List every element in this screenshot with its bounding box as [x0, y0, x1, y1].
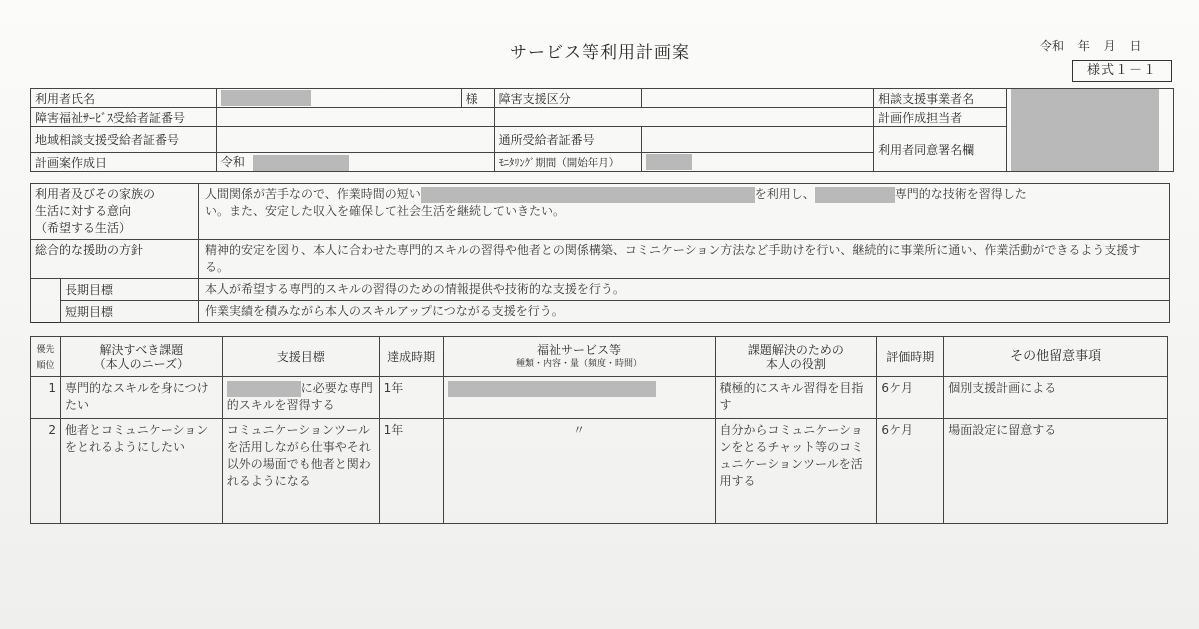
consult-provider-label: 相談支援事業者名 [874, 89, 1007, 108]
row-period: 1年 [379, 377, 443, 419]
service-header: 福祉サービス等 種類・内容・量（頻度・時間） [443, 337, 715, 377]
form-number-label: 様式１－１ [1072, 60, 1172, 82]
short-term-text: 作業実績を積みながら本人のスキルアップにつながる支援を行う。 [198, 301, 1169, 323]
created-date-label: 計画案作成日 [31, 153, 217, 172]
wish-text-d: い。また、安定した収入を確保して社会生活を継続していきたい。 [204, 204, 565, 218]
row-role: 積極的にスキル習得を目指す [715, 377, 877, 419]
cert-number-value [216, 108, 494, 127]
daycare-cert-label: 通所受給者証番号 [494, 127, 641, 153]
disability-support-value [641, 89, 874, 108]
row-issue: 専門的なスキルを身につけたい [60, 377, 222, 419]
blank-cell [494, 108, 874, 127]
long-term-label: 長期目標 [60, 279, 198, 301]
cert-number-label: 障害福祉ｻｰﾋﾞｽ受給者証番号 [31, 108, 217, 127]
row-goal: コミュニケーションツールを活用しながら仕事やそれ以外の場面でも他者と関われるようになる [222, 419, 379, 524]
created-date-value [216, 153, 494, 172]
created-date-era: 令和 [220, 155, 245, 170]
honorific-label: 様 [461, 89, 494, 108]
priority-header: 優先順位 [31, 337, 61, 377]
row-service: 〃 [443, 419, 715, 524]
row-priority: 1 [31, 377, 61, 419]
role-header: 課題解決のための 本人の役割 [715, 337, 877, 377]
long-term-text: 本人が希望する専門的スキルの習得のための情報提供や技術的な支援を行う。 [198, 279, 1169, 301]
regional-cert-value [216, 127, 494, 153]
policy-text: 精神的安定を図り、本人に合わせた専門的スキルの習得や他者との関係構築、コミニケーション方法など手助けを行い、継続的に事業所に通い、作業活動ができるよう支援する。 [198, 240, 1169, 279]
wish-text-a: 人間関係が苦手なので、作業時間の短い [204, 187, 421, 201]
disability-support-label: 障害支援区分 [494, 89, 641, 108]
row-period: 1年 [379, 419, 443, 524]
planner-label: 計画作成担当者 [874, 108, 1007, 127]
row-eval: 6ケ月 [877, 419, 944, 524]
eval-header: 評価時期 [877, 337, 944, 377]
user-name-label: 利用者氏名 [31, 89, 217, 108]
wish-label-line-3: （希望する生活） [35, 221, 132, 235]
row-priority: 2 [31, 419, 61, 524]
wish-text-c: 専門的な技術を習得した [894, 187, 1027, 201]
wish-text-b: を利用し、 [754, 187, 815, 201]
consult-provider-value [1006, 89, 1173, 172]
row-notes: 個別支援計画による [944, 377, 1168, 419]
monitoring-label: ﾓﾆﾀﾘﾝｸﾞ期間（開始年月） [494, 153, 641, 172]
wish-label-line-1: 利用者及びその家族の [35, 187, 156, 201]
issue-header: 解決すべき課題 （本人のニーズ） [60, 337, 222, 377]
goal-header: 支援目標 [222, 337, 379, 377]
row-goal: に必要な専門的スキルを習得する [222, 377, 379, 419]
user-info-table [30, 88, 1174, 172]
indent-cell [31, 301, 61, 323]
intent-table [30, 183, 1170, 323]
wish-text [198, 184, 1169, 240]
regional-cert-label: 地域相談支援受給者証番号 [31, 127, 217, 153]
plan-row [31, 419, 1168, 524]
period-header: 達成時期 [379, 337, 443, 377]
policy-label: 総合的な援助の方針 [31, 240, 199, 279]
plan-table [30, 336, 1168, 524]
row-eval: 6ケ月 [877, 377, 944, 419]
consent-label: 利用者同意署名欄 [874, 127, 1007, 172]
wish-label-line-2: 生活に対する意向 [35, 204, 132, 218]
wish-label [31, 184, 199, 240]
indent-cell [31, 279, 61, 301]
user-name-value [216, 89, 461, 108]
row-issue: 他者とコミュニケーションをとれるようにしたい [60, 419, 222, 524]
date-line: 令和 年 月 日 [1040, 39, 1142, 53]
row-notes: 場面設定に留意する [944, 419, 1168, 524]
short-term-label: 短期目標 [60, 301, 198, 323]
row-role: 自分からコミュニケーションをとるチャット等のコミュニケーションツールを活用する [715, 419, 877, 524]
plan-row [31, 377, 1168, 419]
document-title: サービス等利用計画案 [510, 43, 690, 63]
row-service [443, 377, 715, 419]
notes-header: その他留意事項 [944, 337, 1168, 377]
daycare-cert-value [641, 127, 874, 153]
plan-header-row [31, 337, 1168, 377]
monitoring-value [641, 153, 874, 172]
